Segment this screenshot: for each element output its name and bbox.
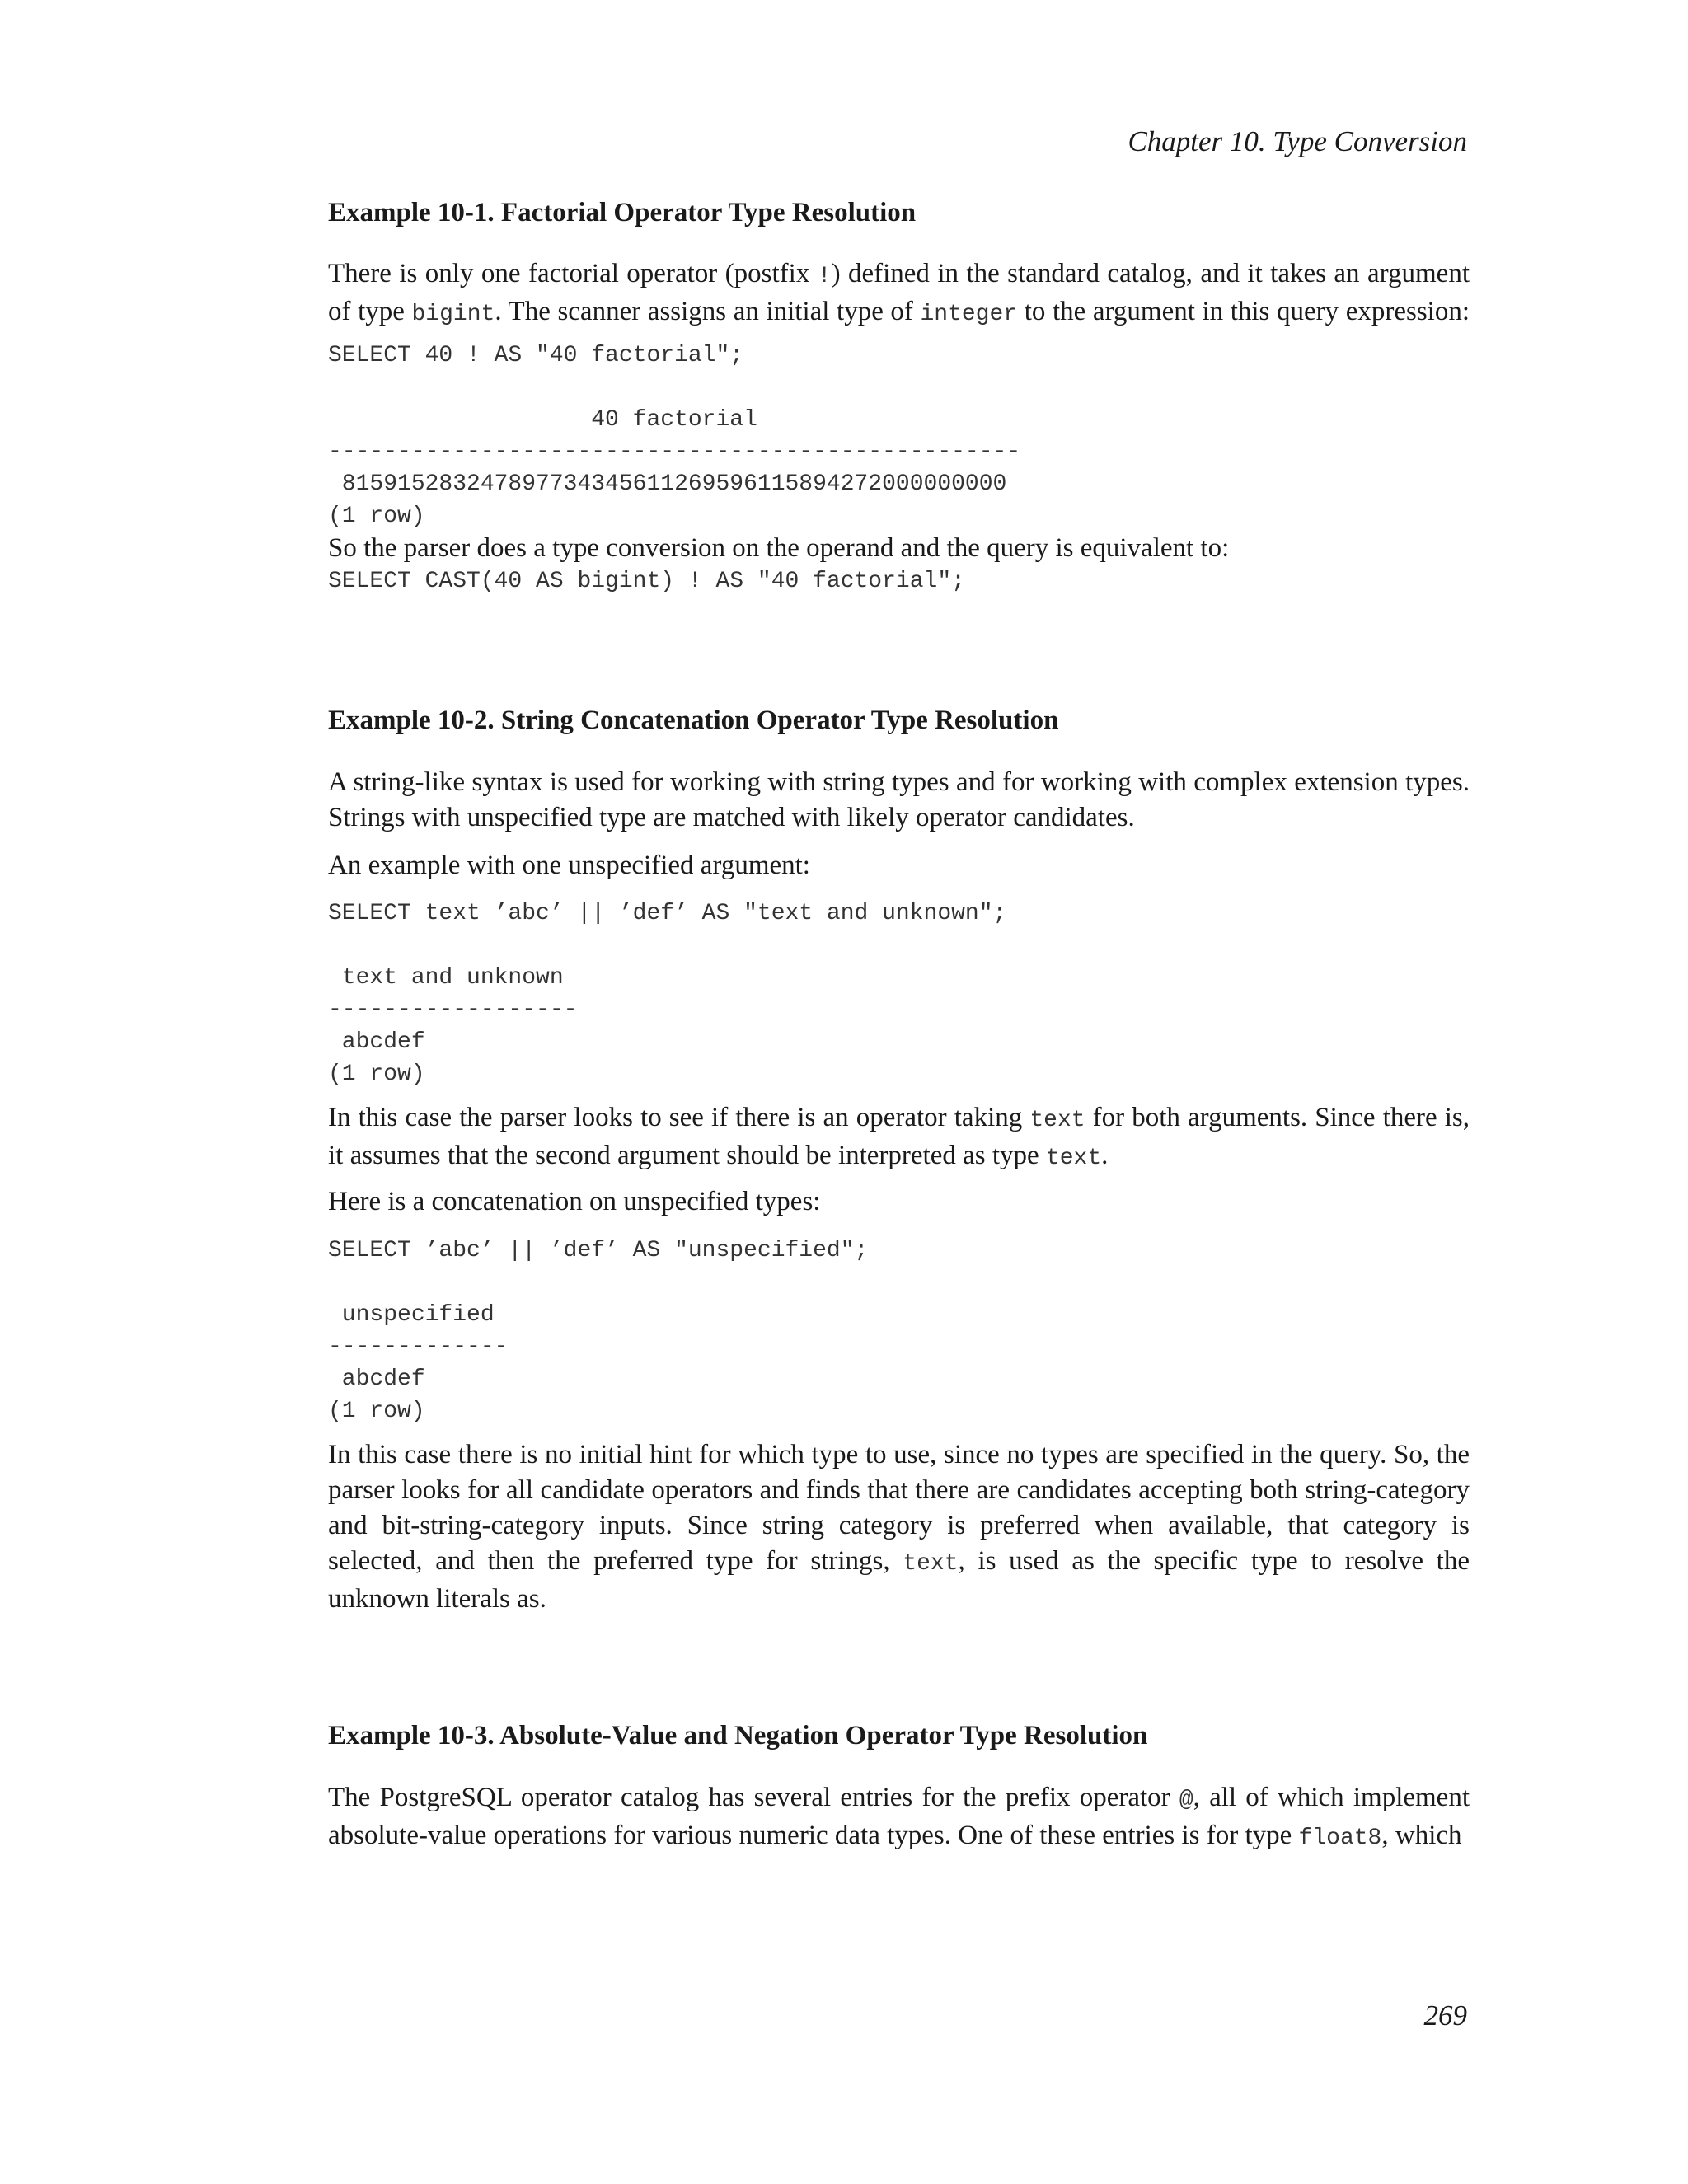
- example-10-2-code-block: SELECT text ’abc’ || ’def’ AS "text and unknown"; text and unknown ------------------ abcdef (1 row): [328, 901, 1007, 1087]
- inline-code: text: [1029, 1108, 1085, 1133]
- inline-code: @: [1179, 1788, 1193, 1813]
- inline-code: !: [817, 264, 832, 289]
- example-10-3-paragraph-1: The PostgreSQL operator catalog has several entries for the prefix operator @, all of which implement absolute-value operations for various numeric data types. One of these entries is for type float8, which: [328, 1783, 1470, 1851]
- example-10-1-code-block-2: SELECT CAST(40 AS bigint) ! AS "40 factorial";: [328, 569, 965, 594]
- paragraph-line: There is only one factorial operator (postfix !) defined in the standard catalog, and it takes an argument: [328, 259, 1470, 289]
- example-10-2-paragraph-1: A string-like syntax is used for working with string types and for working with complex extension types. Strings with unspecified type are matched with likely operator candidates.: [328, 767, 1470, 832]
- inline-code: float8: [1298, 1825, 1382, 1851]
- example-10-3-title: Example 10-3. Absolute-Value and Negation Operator Type Resolution: [328, 1721, 1148, 1750]
- example-10-1-paragraph-1: [328, 256, 1470, 332]
- example-10-1-paragraph-2: So the parser does a type conversion on the operand and the query is equivalent to:: [328, 533, 1230, 563]
- example-10-2-paragraph-5: In this case there is no initial hint for which type to use, since no types are specified in the query. So, the parser looks for all candidate operators and finds that there are candidates accepting both string-category and bit-string-category inputs. Since string category is preferred when available, that category is selected, and then the preferred type for strings, text, is used as the specific type to resolve the unknown literals as.: [328, 1440, 1470, 1614]
- example-10-1-title: Example 10-1. Factorial Operator Type Resolution: [328, 198, 917, 227]
- inline-code: integer: [920, 302, 1018, 327]
- paragraph-line: of type bigint. The scanner assigns an initial type of integer to the argument in this query expression:: [328, 297, 1470, 327]
- example-10-2-title: Example 10-2. String Concatenation Operator Type Resolution: [328, 705, 1059, 735]
- example-10-2-paragraph-3: In this case the parser looks to see if there is an operator taking text for both arguments. Since there is, it assumes that the second argument should be interpreted as type text.: [328, 1103, 1470, 1171]
- example-10-2-paragraph-4: Here is a concatenation on unspecified types:: [328, 1187, 821, 1216]
- running-head: Chapter 10. Type Conversion: [1128, 125, 1467, 157]
- page-number: 269: [1423, 1999, 1467, 2032]
- inline-code: text: [1045, 1146, 1102, 1171]
- inline-code: text: [903, 1551, 959, 1577]
- example-10-1-code-block: SELECT 40 ! AS "40 factorial"; 40 factorial -------------------------------------------------- 815915283247897734345611269596115894272000000000 (1 row): [328, 343, 1021, 529]
- example-10-2-code-block-2: SELECT ’abc’ || ’def’ AS "unspecified"; unspecified ------------- abcdef (1 row): [328, 1238, 869, 1424]
- example-10-2-paragraph-2: An example with one unspecified argument:: [328, 851, 810, 880]
- inline-code: bigint: [411, 302, 495, 327]
